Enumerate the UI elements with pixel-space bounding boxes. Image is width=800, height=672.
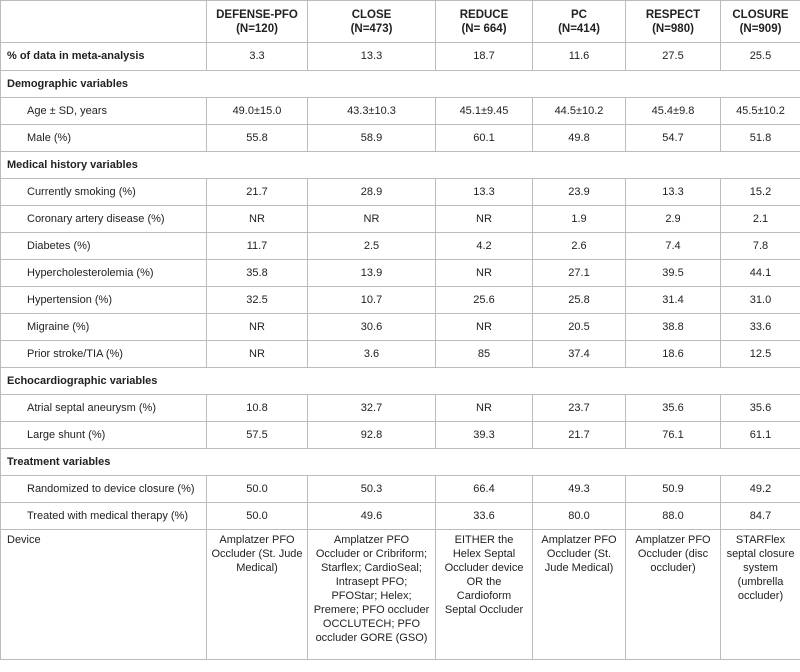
row-label: Treated with medical therapy (%): [1, 503, 207, 530]
study-name: REDUCE: [459, 8, 509, 21]
cell: 7.4: [626, 233, 721, 260]
cell: 66.4: [436, 476, 533, 503]
cell: 28.9: [308, 179, 436, 206]
header-close: [308, 1, 436, 43]
study-n: (N=909): [739, 22, 782, 35]
section-spacer: [207, 368, 800, 395]
row-label: Migraine (%): [1, 314, 207, 341]
study-n: (N= 664): [461, 22, 507, 35]
cell: 33.6: [721, 314, 800, 341]
cell: NR: [436, 395, 533, 422]
row-label: Large shunt (%): [1, 422, 207, 449]
cell: 45.5±10.2: [721, 98, 800, 125]
cell: 57.5: [207, 422, 308, 449]
cell: 38.8: [626, 314, 721, 341]
header-closure: [721, 1, 800, 43]
section-title: Treatment variables: [1, 449, 207, 476]
study-name: PC: [571, 8, 587, 21]
cell: 35.6: [626, 395, 721, 422]
cell: 31.4: [626, 287, 721, 314]
row-smoking: [1, 179, 800, 206]
cell: Amplatzer PFO Occluder (St. Jude Medical): [533, 530, 626, 660]
cell: 50.0: [207, 503, 308, 530]
cell: Amplatzer PFO Occluder (disc occluder): [626, 530, 721, 660]
cell: 49.2: [721, 476, 800, 503]
cell: 18.7: [436, 43, 533, 71]
cell: 13.9: [308, 260, 436, 287]
row-label: Prior stroke/TIA (%): [1, 341, 207, 368]
cell: 13.3: [308, 43, 436, 71]
row-age: [1, 98, 800, 125]
section-spacer: [207, 71, 800, 98]
study-name: RESPECT: [645, 8, 701, 21]
section-demographic: [1, 71, 800, 98]
cell: 32.7: [308, 395, 436, 422]
row-label: Male (%): [1, 125, 207, 152]
study-n: (N=120): [236, 22, 278, 35]
cell: 43.3±10.3: [308, 98, 436, 125]
row-diabetes: [1, 233, 800, 260]
header-reduce: [436, 1, 533, 43]
study-name: CLOSURE: [732, 8, 789, 21]
cell: 49.3: [533, 476, 626, 503]
cell: 92.8: [308, 422, 436, 449]
cell: 60.1: [436, 125, 533, 152]
section-title: Echocardiographic variables: [1, 368, 207, 395]
cell: 18.6: [626, 341, 721, 368]
section-echo: [1, 368, 800, 395]
cell: 85: [436, 341, 533, 368]
cell: 49.8: [533, 125, 626, 152]
cell: 21.7: [207, 179, 308, 206]
cell: 13.3: [626, 179, 721, 206]
row-label: Hypercholesterolemia (%): [1, 260, 207, 287]
cell: 10.7: [308, 287, 436, 314]
cell: 12.5: [721, 341, 800, 368]
cell: 2.1: [721, 206, 800, 233]
cell: NR: [207, 206, 308, 233]
cell: 2.5: [308, 233, 436, 260]
cell: 21.7: [533, 422, 626, 449]
row-label: Hypertension (%): [1, 287, 207, 314]
cell: 20.5: [533, 314, 626, 341]
header-row: [1, 1, 800, 43]
row-label: Device: [1, 530, 207, 660]
cell: 31.0: [721, 287, 800, 314]
header-corner: [1, 1, 207, 43]
row-male: [1, 125, 800, 152]
cell: 4.2: [436, 233, 533, 260]
cell: Amplatzer PFO Occluder (St. Jude Medical): [207, 530, 308, 660]
cell: 50.0: [207, 476, 308, 503]
cell: 35.8: [207, 260, 308, 287]
cell: 7.8: [721, 233, 800, 260]
cell: STARFlex septal closure system (umbrella occluder): [721, 530, 800, 660]
study-n: (N=473): [350, 22, 393, 35]
row-randomized: [1, 476, 800, 503]
section-title: Medical history variables: [1, 152, 207, 179]
cell: 49.6: [308, 503, 436, 530]
cell: 37.4: [533, 341, 626, 368]
row-label: Currently smoking (%): [1, 179, 207, 206]
row-atrial-septal-aneurysm: [1, 395, 800, 422]
cell: 3.3: [207, 43, 308, 71]
cell: Amplatzer PFO Occluder or Cribriform; Starflex; CardioSeal; Intrasept PFO; PFOStar; Helex; Premere; PFO occluder OCCLUTECH; PFO occluder GORE (GSO): [308, 530, 436, 660]
row-label: Atrial septal aneurysm (%): [1, 395, 207, 422]
cell: 25.8: [533, 287, 626, 314]
cell: 50.3: [308, 476, 436, 503]
cell: 25.5: [721, 43, 800, 71]
cell: 10.8: [207, 395, 308, 422]
row-label: Coronary artery disease (%): [1, 206, 207, 233]
cell: NR: [308, 206, 436, 233]
cell: 32.5: [207, 287, 308, 314]
cell: 39.5: [626, 260, 721, 287]
cell: 44.1: [721, 260, 800, 287]
cell: 33.6: [436, 503, 533, 530]
row-label: Diabetes (%): [1, 233, 207, 260]
cell: 27.5: [626, 43, 721, 71]
cell: 25.6: [436, 287, 533, 314]
row-prior-stroke: [1, 341, 800, 368]
section-treatment: [1, 449, 800, 476]
cell: 80.0: [533, 503, 626, 530]
cell: EITHER the Helex Septal Occluder device OR the Cardioform Septal Occluder: [436, 530, 533, 660]
cell: NR: [436, 314, 533, 341]
study-name: DEFENSE-PFO: [216, 8, 298, 21]
cell: 45.4±9.8: [626, 98, 721, 125]
cell: 50.9: [626, 476, 721, 503]
cell: 11.7: [207, 233, 308, 260]
cell: 58.9: [308, 125, 436, 152]
row-hypertension: [1, 287, 800, 314]
header-defense-pfo: [207, 1, 308, 43]
row-label: % of data in meta-analysis: [1, 43, 207, 71]
row-device: [1, 530, 800, 660]
cell: NR: [436, 206, 533, 233]
row-label: Age ± SD, years: [1, 98, 207, 125]
header-pc: [533, 1, 626, 43]
row-large-shunt: [1, 422, 800, 449]
cell: 76.1: [626, 422, 721, 449]
cell: 84.7: [721, 503, 800, 530]
cell: NR: [207, 341, 308, 368]
section-medical: [1, 152, 800, 179]
cell: 54.7: [626, 125, 721, 152]
cell: 30.6: [308, 314, 436, 341]
cell: 39.3: [436, 422, 533, 449]
cell: 27.1: [533, 260, 626, 287]
row-migraine: [1, 314, 800, 341]
cell: 2.6: [533, 233, 626, 260]
cell: 61.1: [721, 422, 800, 449]
cell: 51.8: [721, 125, 800, 152]
cell: 55.8: [207, 125, 308, 152]
cell: 88.0: [626, 503, 721, 530]
cell: 13.3: [436, 179, 533, 206]
study-n: (N=414): [558, 22, 600, 35]
cell: 11.6: [533, 43, 626, 71]
cell: 49.0±15.0: [207, 98, 308, 125]
section-title: Demographic variables: [1, 71, 207, 98]
cell: 3.6: [308, 341, 436, 368]
cell: 15.2: [721, 179, 800, 206]
study-name: CLOSE: [351, 8, 392, 21]
row-hypercholesterolemia: [1, 260, 800, 287]
row-cad: [1, 206, 800, 233]
cell: 2.9: [626, 206, 721, 233]
section-spacer: [207, 152, 800, 179]
cell: 44.5±10.2: [533, 98, 626, 125]
header-respect: [626, 1, 721, 43]
cell: NR: [207, 314, 308, 341]
study-n: (N=980): [652, 22, 694, 35]
cell: 23.9: [533, 179, 626, 206]
cell: 35.6: [721, 395, 800, 422]
pct-data-row: [1, 43, 800, 71]
cell: 45.1±9.45: [436, 98, 533, 125]
cell: 23.7: [533, 395, 626, 422]
cell: NR: [436, 260, 533, 287]
section-spacer: [207, 449, 800, 476]
cell: 1.9: [533, 206, 626, 233]
row-medical-therapy: [1, 503, 800, 530]
row-label: Randomized to device closure (%): [1, 476, 207, 503]
